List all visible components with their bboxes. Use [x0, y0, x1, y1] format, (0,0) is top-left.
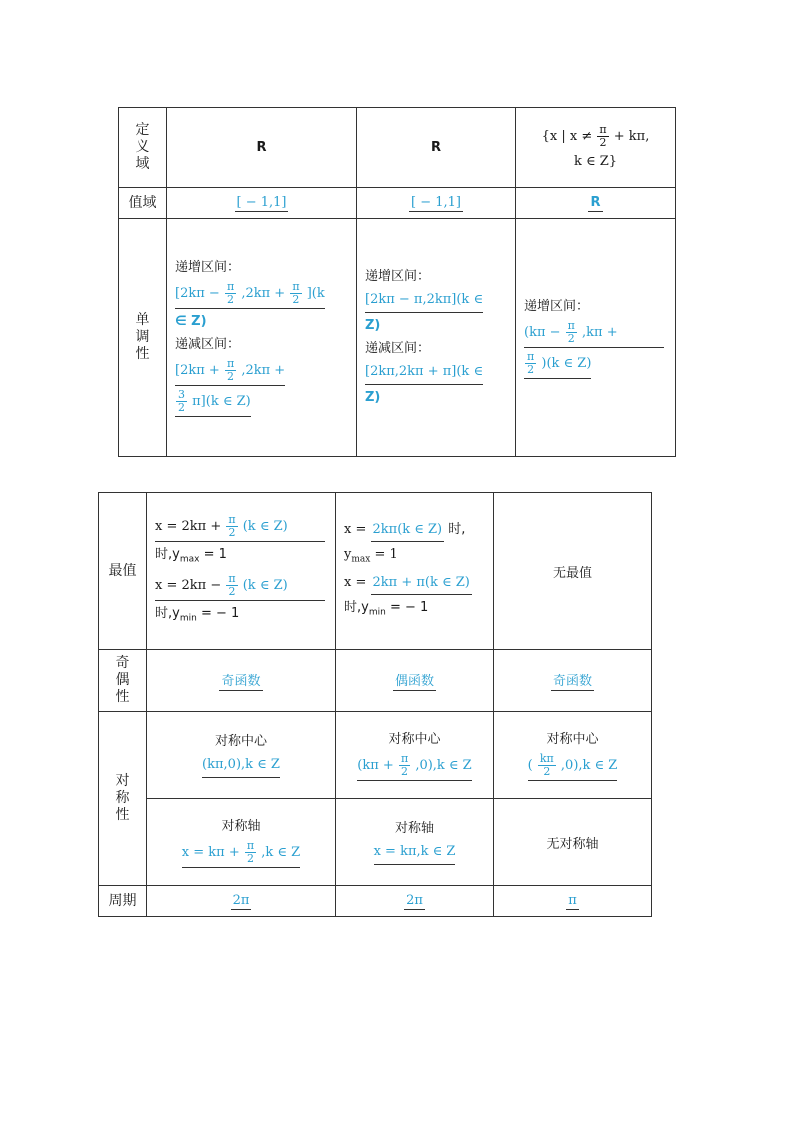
tan-extremum: 无最值 — [494, 493, 652, 650]
cos-monotonicity: 递增区间： [2kπ − π,2kπ](k ∈ Z) 递减区间： [2kπ,2kπ + π](k ∈ Z) — [357, 219, 516, 457]
domain-row — [119, 108, 676, 188]
tan-monotonicity: 递增区间： (kπ − $\frac{\pi}{2}$ ,kπ + $\frac{\pi}{2}$ )(k ∈ Z) — [516, 219, 676, 457]
tan-symmetry-axis: 无对称轴 — [494, 799, 652, 886]
sin-extremum: x = 2kπ + $\frac{\pi}{2}$ (k ∈ Z) 时$,y_{max} = 1$ x = 2kπ − $\frac{\pi}{2}$ (k ∈ Z) 时$,y_{min}$ = − 1 — [147, 493, 336, 650]
sin-range: [ − 1,1] — [167, 188, 357, 219]
range-row — [119, 188, 676, 219]
cos-symmetry-center: 对称中心 (kπ + $\frac{\pi}{2}$ ,0),k ∈ Z — [336, 712, 494, 799]
cos-period: 2π — [336, 886, 494, 917]
symmetry-center-row — [99, 712, 652, 799]
parity-header: 奇 偶 性 — [99, 650, 147, 712]
monotonicity-row — [119, 219, 676, 457]
sin-parity: 奇函数 — [147, 650, 336, 712]
sin-domain: R — [167, 108, 357, 188]
tan-parity: 奇函数 — [494, 650, 652, 712]
sin-symmetry-center: 对称中心 (kπ,0),k ∈ Z — [147, 712, 336, 799]
cos-range: [ − 1,1] — [357, 188, 516, 219]
cos-extremum: x = 2kπ(k ∈ Z) 时, $y_{max} = 1$ x = 2kπ + π(k ∈ Z) 时$,y_{min}$ = − 1 — [336, 493, 494, 650]
parity-row — [99, 650, 652, 712]
extremum-row — [99, 493, 652, 650]
tan-domain-b: + kπ, — [613, 128, 650, 144]
cos-symmetry-axis: 对称轴 x = kπ,k ∈ Z — [336, 799, 494, 886]
tan-symmetry-center: 对称中心 ( $\frac{k\pi}{2}$ ,0),k ∈ Z — [494, 712, 652, 799]
symmetry-header: 对 称 性 — [99, 712, 147, 886]
cos-domain: R — [357, 108, 516, 188]
extremum-header: 最值 — [99, 493, 147, 650]
period-header: 周期 — [99, 886, 147, 917]
sin-inc-label: 递增区间： — [175, 260, 241, 275]
tan-domain-a: {x | x ≠ — [541, 128, 593, 144]
period-row — [99, 886, 652, 917]
tan-domain-line2: k ∈ Z} — [573, 153, 618, 169]
pi-over-2: $\frac{\pi}{2}$ — [599, 122, 607, 149]
sin-dec-label: 递减区间： — [175, 337, 241, 352]
tan-period: π — [494, 886, 652, 917]
trig-properties-table-2 — [98, 492, 652, 917]
sin-period: 2π — [147, 886, 336, 917]
trig-properties-table-1 — [118, 107, 676, 457]
range-header: 值域 — [119, 188, 167, 219]
sin-symmetry-axis: 对称轴 x = kπ + $\frac{\pi}{2}$ ,k ∈ Z — [147, 799, 336, 886]
monotonicity-header: 单 调 性 — [119, 219, 167, 457]
tan-domain — [516, 108, 676, 188]
tan-range: R — [516, 188, 676, 219]
cos-parity: 偶函数 — [336, 650, 494, 712]
domain-header: 定 义 域 — [119, 108, 167, 188]
symmetry-axis-row — [99, 799, 652, 886]
sin-monotonicity: 递增区间： [2kπ − $\frac{\pi}{2}$ ,2kπ + $\frac{\pi}{2}$ ](k ∈ Z) 递减区间： [2kπ + $\frac{\pi}{2}$ ,2kπ + $\frac{3}{2}$ π](k ∈ Z) — [167, 219, 357, 457]
